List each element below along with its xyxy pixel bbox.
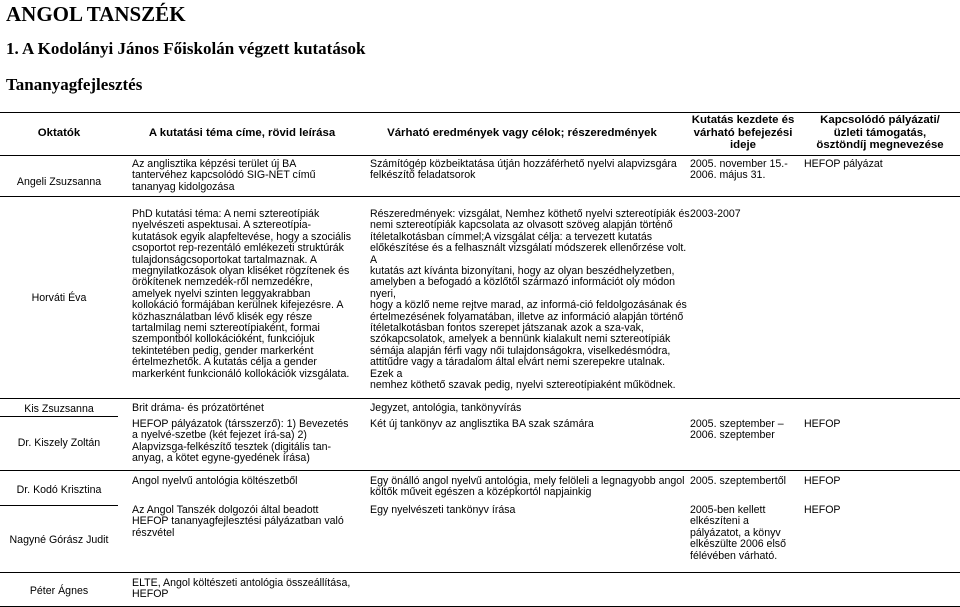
research-topic: HEFOP pályázatok (társszerző): 1) Bevezetés a nyelvé-szetbe (két fejezet írá-sa) 2) Alapvizsga-felkészítő tesztek (digitális tan- anyag, a kötet egyne-gyedének írása) xyxy=(132,418,349,465)
staff-rule xyxy=(0,416,118,417)
research-topic: Az Angol Tanszék dolgozói által beadott HEFOP tananyagfejlesztési pályázatban való részvétel xyxy=(132,504,344,539)
header-period: Kutatás kezdete és várható befejezési ideje xyxy=(691,114,795,152)
expected-results: Egy nyelvészeti tankönyv írása xyxy=(370,504,516,516)
research-topic: PhD kutatási téma: A nemi sztereotípiák nyelvészeti aspektusai. A sztereotípia- kutatások egyik alapfeltevése, hogy a szociális csoportot rep-rezentáló emlékezeti struktúrák tulajdonságcsoportokat tartalmaznak. A megnyilatkozások olyan kliséket rögzítenek és örökítenek nemzedék-ről nemzedékre, amelyek nyelvi szinten leggyakrabban kollokáció formájában kerülnek kifejezésre. A közhasználatban lévő klisék egy része tartalmilag nemi sztereotípiaként, formai szempontból kollokációként, funkciójuk tekintetében pedig, gender markerként értelmezhetők. A kutatás célja a gender markerként funkcionáló kollokációk vizsgálata. xyxy=(132,208,352,380)
expected-results: Jegyzet, antológia, tankönyvírás xyxy=(370,402,522,414)
expected-results: Számítógép közbeiktatása útján hozzáférhető nyelvi alapvizsgára felkészítő feladatsorok xyxy=(370,158,677,182)
staff-name: Dr. Kiszely Zoltán xyxy=(17,437,101,449)
research-topic: Az anglisztika képzési terület új BA tantervéhez kapcsolódó SIG-NET című tananyag kidolgozása xyxy=(132,158,316,193)
research-period: 2005-ben kellett elkészíteni a pályázatot, a könyv elkészülte 2006 első félévében várható. xyxy=(690,504,786,562)
expected-results: Egy önálló angol nyelvű antológia, mely felöleli a legnagyobb angol költők műveit egészen a középkortól napjainkig xyxy=(370,475,685,499)
expected-results: Két új tankönyv az anglisztika BA szak számára xyxy=(370,418,594,430)
research-topic: Angol nyelvű antológia költészetből xyxy=(132,475,298,487)
page-title: ANGOL TANSZÉK xyxy=(6,2,186,26)
expected-results: Részeredmények: vizsgálat, Nemhez köthető nyelvi sztereotípiák és nemi sztereotípiák kapcsolata az olvasott szöveg alapján történő ítéletalkotásban címmel;A vizsgálat célja: a tervezett kutatás előkészítése és a felhasznált vizsgálati módszerek ellenőrzése volt. A kutatás azt kívánta bizonyítani, hogy az olyan beszédhelyzetben, amelyben a befogadó a közlőtől származó információt oly módon nyeri, hogy a közlő neme rejtve marad, az informá-ció feldolgozásának és értelmezésének folyamatában, illetve az információ alapján történő ítéletalkotásban fontos szerepet játszanak azok a sza-vak, szókapcsolatok, amelyek a bennünk kialakult nemi sztereotípiák sémája alapján férfi vagy női tulajdonságokra, viselkedésmódra, attitűdre vagy a táradalom által elvárt nemi szerepekre utalnak. Ezek a nemhez köthető szavak pedig, nyelvi sztereotípiaként működnek. xyxy=(370,208,690,392)
funding: HEFOP xyxy=(804,418,841,430)
staff-name: Horváti Éva xyxy=(31,292,87,304)
staff-rule xyxy=(0,505,118,506)
staff-name: Kis Zsuzsanna xyxy=(24,403,94,415)
research-period: 2005. szeptembertől xyxy=(690,475,786,487)
staff-name: Nagyné Górász Judit xyxy=(9,534,109,546)
staff-name: Dr. Kodó Krisztina xyxy=(16,484,102,496)
funding: HEFOP xyxy=(804,475,841,487)
research-period: 2005. november 15.- 2006. május 31. xyxy=(690,158,788,182)
funding: HEFOP xyxy=(804,504,841,516)
table-rule xyxy=(0,470,960,471)
table-rule xyxy=(0,572,960,573)
research-topic: ELTE, Angol költészeti antológia összeállítása, HEFOP xyxy=(132,577,351,601)
table-rule xyxy=(0,196,960,197)
header-results: Várható eredmények vagy célok; részeredmények xyxy=(387,127,657,139)
section-heading: 1. A Kodolányi János Főiskolán végzett kutatások xyxy=(6,39,366,58)
table-rule xyxy=(0,398,960,399)
research-topic: Brit dráma- és prózatörténet xyxy=(132,402,264,414)
staff-name: Angeli Zsuzsanna xyxy=(16,176,102,188)
header-funding: Kapcsolódó pályázati/ üzleti támogatás, ösztöndíj megnevezése xyxy=(816,114,944,152)
table-rule-header xyxy=(0,155,960,156)
research-period: 2003-2007 xyxy=(690,208,741,220)
staff-name: Péter Ágnes xyxy=(29,585,89,597)
research-period: 2005. szeptember – 2006. szeptember xyxy=(690,418,784,442)
header-staff: Oktatók xyxy=(37,127,81,139)
header-topic: A kutatási téma címe, rövid leírása xyxy=(148,127,336,139)
subsection-heading: Tananyagfejlesztés xyxy=(6,75,143,94)
table-rule-top xyxy=(0,112,960,113)
funding: HEFOP pályázat xyxy=(804,158,883,170)
